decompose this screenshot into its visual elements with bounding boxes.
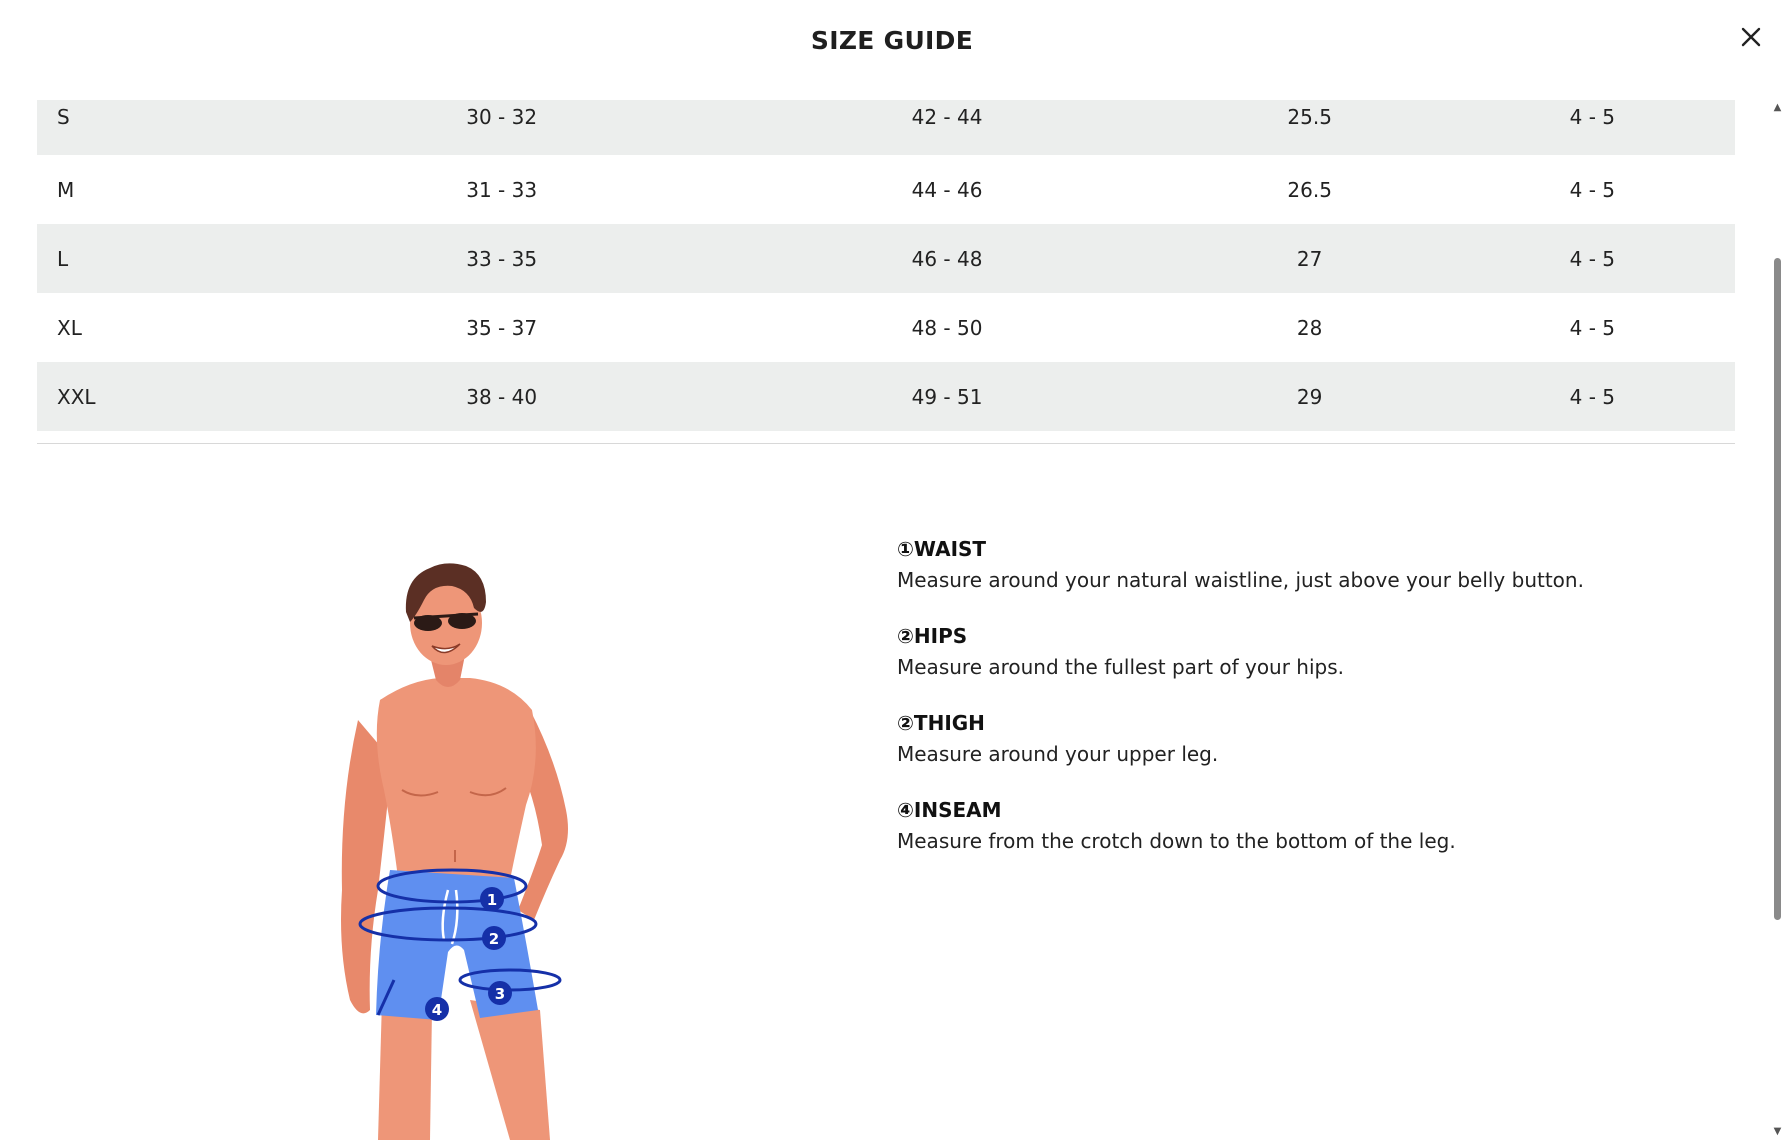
instruction-text: Measure around your upper leg. — [897, 742, 1219, 766]
divider — [37, 443, 1735, 444]
table-row — [37, 293, 1735, 362]
waist-cell: 38 - 40 — [279, 362, 724, 431]
instruction-inseam — [897, 795, 1717, 857]
size-cell: M — [57, 177, 75, 202]
svg-text:3: 3 — [494, 985, 506, 1003]
thigh-cell: 25.5 — [1170, 100, 1450, 155]
waist-cell: 35 - 37 — [466, 315, 538, 340]
marker-1-icon — [480, 887, 504, 911]
instruction-title: ②HIPS — [897, 624, 968, 648]
size-cell: L — [37, 224, 279, 293]
size-cell: XXL — [37, 362, 279, 431]
marker-4-icon — [425, 997, 449, 1021]
table-row — [37, 362, 1735, 431]
thigh-cell: 28 — [1296, 315, 1323, 340]
thigh-cell: 29 — [1170, 362, 1450, 431]
inseam-cell: 4 - 5 — [1450, 224, 1735, 293]
thigh-cell: 27 — [1170, 224, 1450, 293]
instruction-title: ②THIGH — [897, 711, 985, 735]
waist-cell: 31 - 33 — [466, 177, 538, 202]
hips-cell: 49 - 51 — [724, 362, 1169, 431]
scrollbar[interactable] — [1771, 100, 1784, 1140]
instruction-text: Measure around the fullest part of your hips. — [897, 655, 1345, 679]
scroll-down-arrow-icon[interactable]: ▼ — [1773, 1126, 1782, 1137]
waist-cell: 30 - 32 — [279, 100, 724, 155]
instruction-waist — [897, 534, 1717, 596]
svg-text:2: 2 — [488, 930, 500, 948]
scroll-up-arrow-icon[interactable]: ▲ — [1773, 102, 1782, 113]
measurement-figure-illustration — [320, 560, 600, 1140]
inseam-cell: 4 - 5 — [1569, 177, 1615, 202]
close-icon — [1741, 27, 1761, 47]
hips-cell: 44 - 46 — [911, 177, 983, 202]
instruction-title: ①WAIST — [897, 537, 987, 561]
size-cell: XL — [57, 315, 82, 340]
marker-2-icon — [482, 926, 506, 950]
table-row — [37, 155, 1735, 224]
scrollbar-thumb[interactable] — [1774, 258, 1781, 920]
instruction-text: Measure from the crotch down to the bottom of the leg. — [897, 829, 1456, 853]
size-chart-table — [37, 100, 1735, 431]
marker-3-icon — [488, 981, 512, 1005]
waist-cell: 33 - 35 — [279, 224, 724, 293]
instruction-hips — [897, 621, 1717, 683]
svg-text:4: 4 — [431, 1001, 443, 1019]
table-row — [37, 100, 1735, 155]
size-cell: S — [37, 100, 279, 155]
inseam-cell: 4 - 5 — [1569, 315, 1615, 340]
hips-cell: 48 - 50 — [911, 315, 983, 340]
inseam-cell: 4 - 5 — [1450, 100, 1735, 155]
inseam-cell: 4 - 5 — [1450, 362, 1735, 431]
table-row — [37, 224, 1735, 293]
hips-cell: 42 - 44 — [724, 100, 1169, 155]
instruction-thigh — [897, 708, 1717, 770]
svg-text:1: 1 — [486, 891, 498, 909]
modal-title: SIZE GUIDE — [810, 26, 974, 55]
hips-cell: 46 - 48 — [724, 224, 1169, 293]
measuring-instructions — [897, 534, 1717, 882]
instruction-title: ④INSEAM — [897, 798, 1002, 822]
instruction-text: Measure around your natural waistline, just above your belly button. — [897, 568, 1584, 592]
modal-header — [0, 0, 1784, 100]
thigh-cell: 26.5 — [1287, 177, 1332, 202]
close-button[interactable] — [1734, 20, 1768, 54]
